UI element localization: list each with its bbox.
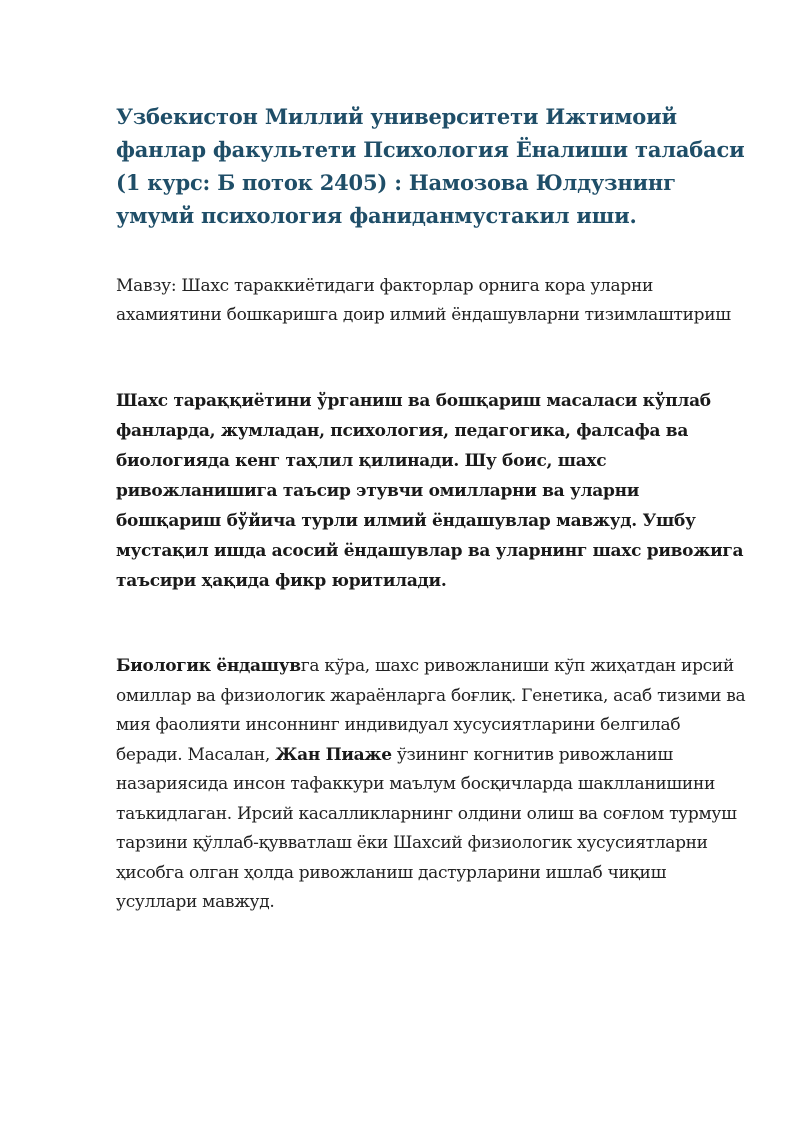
person-name: Жан Пиаже — [275, 744, 392, 765]
paragraph-text-part-1: га кўра, шахс ривожланиши кўп жиҳатдан ирсий омиллар ва физиологик жараёнларга боғлиқ. Генетика, асаб тизими ва мия фаолияти инсоннинг индивидуал хусусиятларини белгилаб беради. Масалан, — [116, 656, 746, 765]
paragraph-text-part-2: ўзининг когнитив ривожланиш назариясида инсон тафаккури маълум босқичларда шаклланишини таъкидлаган. Ирсий касалликларнинг олдини олиш ва соғлом турмуш тарзини қўллаб-қувватлаш ёки Шахсий физиологик хусусиятларни ҳисобга олган ҳолда ривожланиш дастурларини ишлаб чиқиш усуллари мавжуд. — [116, 744, 737, 912]
document-page — [116, 100, 746, 918]
document-title: Узбекистон Миллий университети Ижтимоий фанлар факультети Психология Ёналиши талабаси (1 курс: Б поток 2405) : Намозова Юлдузнинг умумй психология фаниданмустакил иши. — [116, 104, 745, 228]
biological-approach-paragraph — [116, 652, 746, 918]
intro-paragraph: Шахс тараққиётини ўрганиш ва бошқариш масаласи кўплаб фанларда, жумладан, психология, педагогика, фалсафа ва биологияда кенг таҳлил қилинади. Шу боис, шахс ривожланишига таъсир этувчи омилларни ва уларни бошқариш бўйича турли илмий ёндашувлар мавжуд. Ушбу мустақил ишда асосий ёндашувлар ва уларнинг шахс ривожига таъсири ҳақида фикр юритилади. — [116, 391, 744, 591]
topic-line: Мавзу: Шахс тараккиётидаги факторлар орнига кора уларни ахамиятини бошкаришга доир илмий ёндашувларни тизимлаштириш — [116, 276, 731, 325]
approach-term: Биологик ёндашув — [116, 656, 301, 676]
